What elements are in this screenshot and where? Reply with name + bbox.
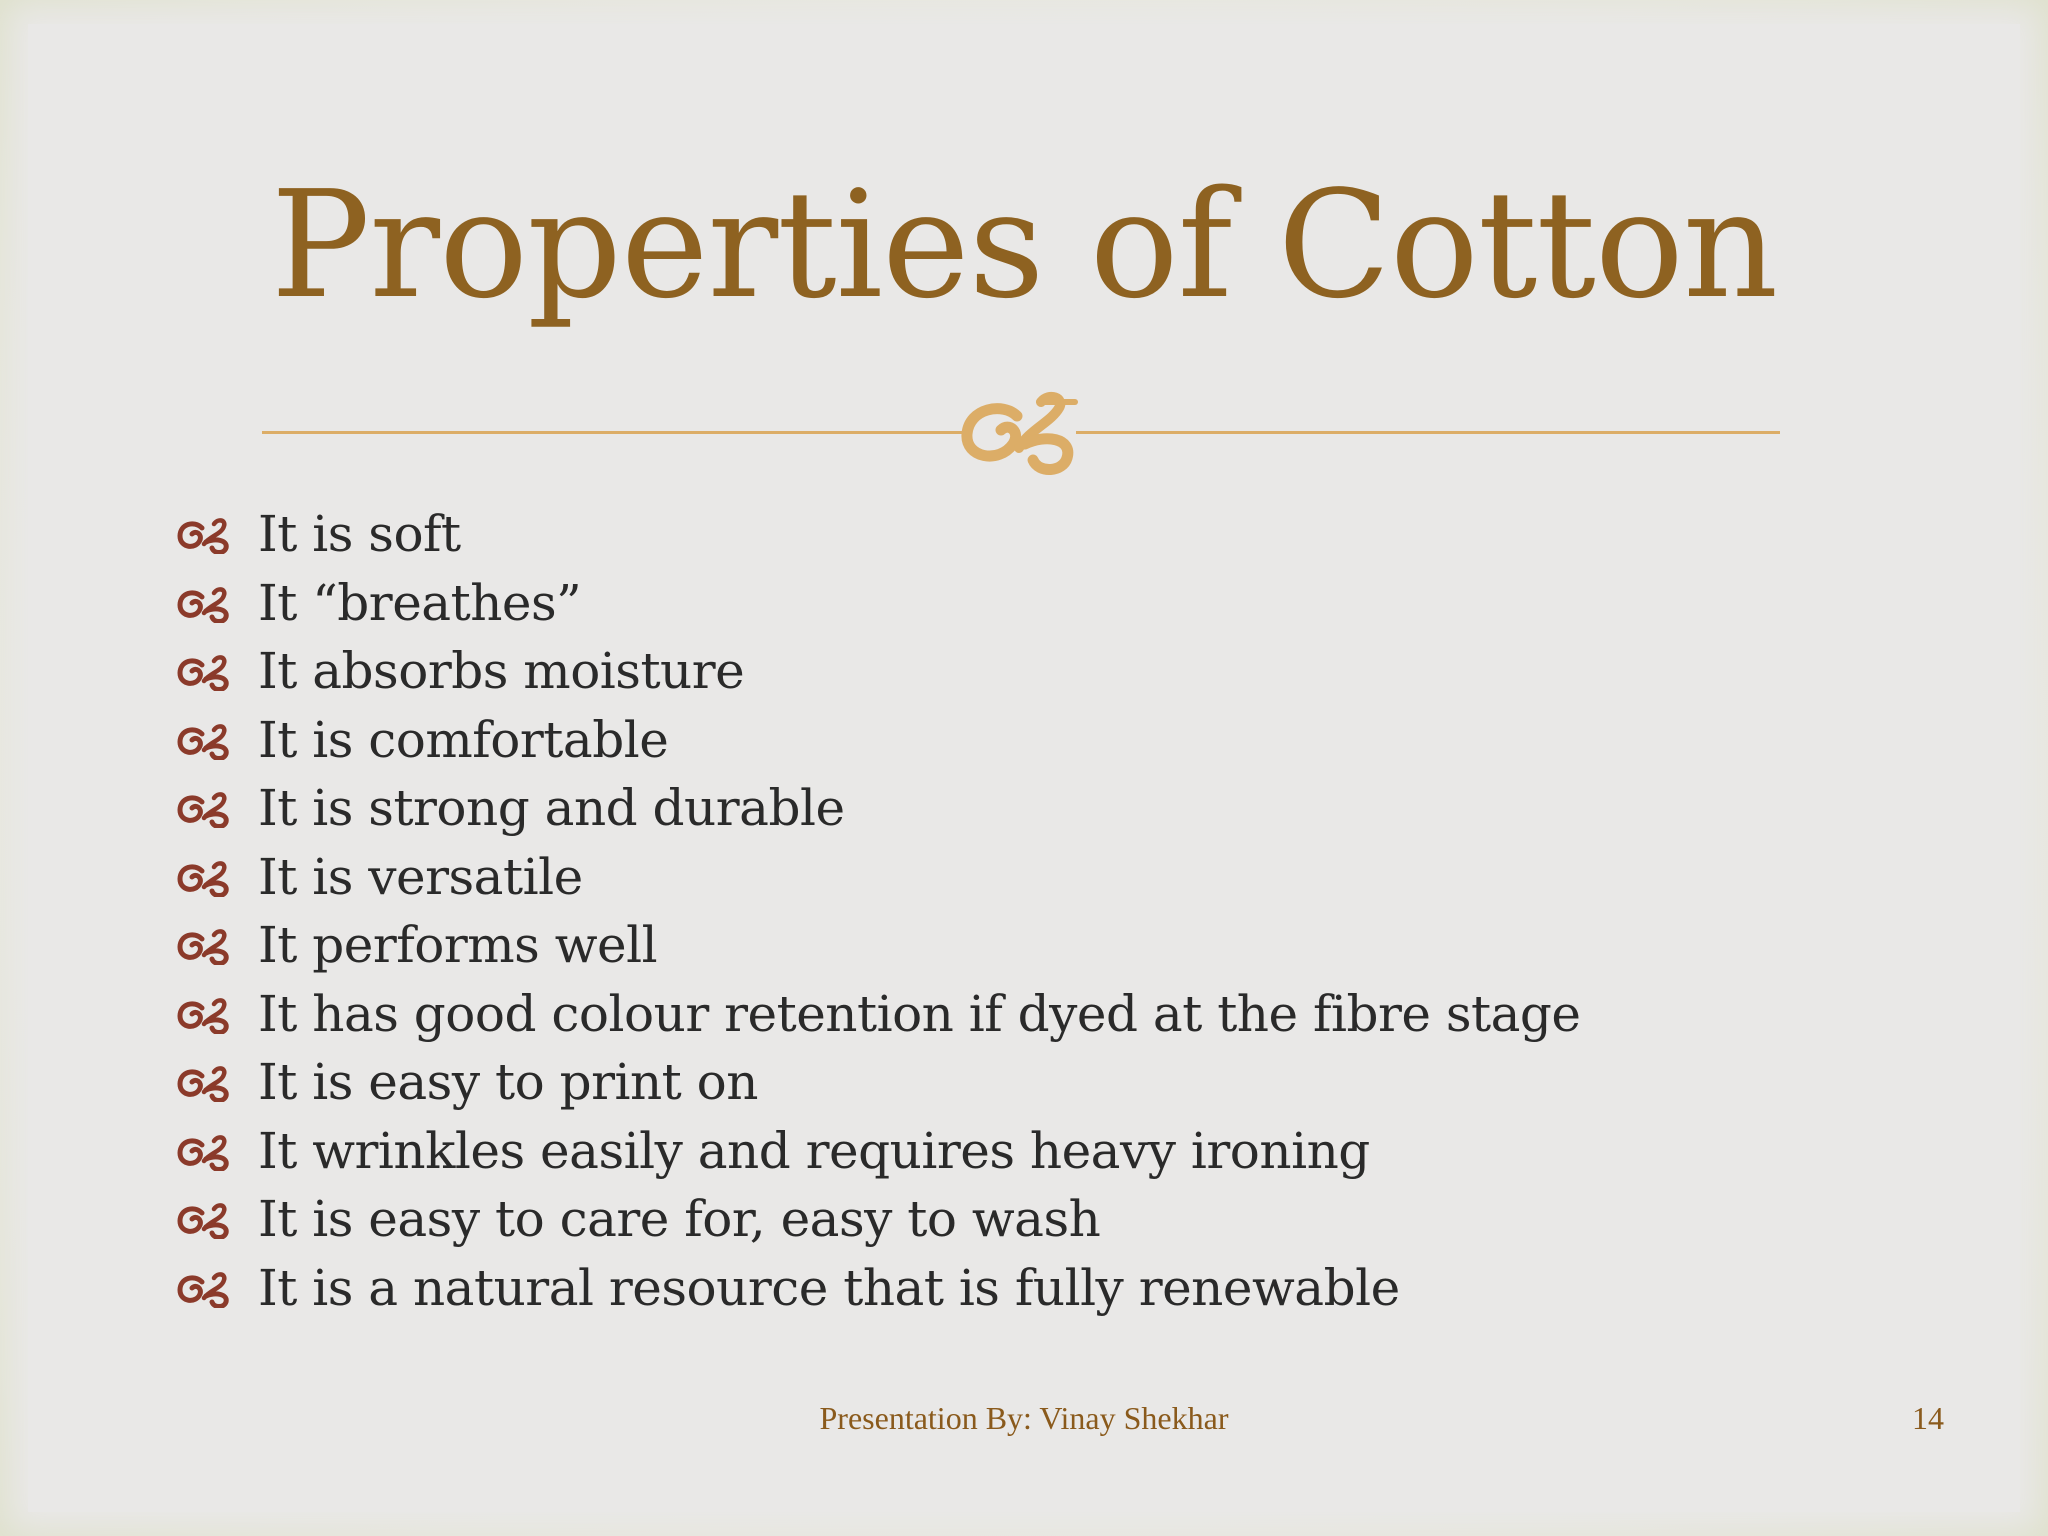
bullet-text: It absorbs moisture: [258, 642, 745, 701]
list-item: [176, 980, 1581, 1049]
list-item: [176, 1048, 1581, 1117]
list-item: [176, 706, 1581, 775]
divider-line-left: [262, 431, 962, 434]
bullet-text: It has good colour retention if dyed at the fibre stage: [258, 984, 1581, 1043]
scroll-bullet-icon: [176, 583, 232, 623]
bullet-text: It wrinkles easily and requires heavy ironing: [258, 1121, 1370, 1180]
scroll-bullet-icon: [176, 1199, 232, 1239]
scroll-bullet-icon: [176, 651, 232, 691]
bullet-text: It is comfortable: [258, 710, 669, 769]
scroll-ornament-icon: [955, 378, 1095, 478]
scroll-bullet-icon: [176, 720, 232, 760]
list-item: [176, 911, 1581, 980]
list-item: [176, 1117, 1581, 1186]
bullet-text: It is soft: [258, 505, 461, 564]
scroll-bullet-icon: [176, 1268, 232, 1308]
divider-line-right: [1076, 431, 1780, 434]
bullet-text: It “breathes”: [258, 573, 582, 632]
list-item: [176, 843, 1581, 912]
page-number: 14: [1912, 1400, 1944, 1436]
list-item: [176, 774, 1581, 843]
slide-title: Properties of Cotton: [270, 159, 1778, 331]
list-item: [176, 637, 1581, 706]
scroll-bullet-icon: [176, 1062, 232, 1102]
scroll-bullet-icon: [176, 925, 232, 965]
bullet-text: It is strong and durable: [258, 779, 845, 838]
list-item: [176, 569, 1581, 638]
scroll-bullet-icon: [176, 788, 232, 828]
scroll-bullet-icon: [176, 514, 232, 554]
bullet-text: It is a natural resource that is fully renewable: [258, 1258, 1400, 1317]
bullet-list: [176, 500, 1581, 1322]
list-item: [176, 1185, 1581, 1254]
bullet-text: It is versatile: [258, 847, 583, 906]
bullet-text: It performs well: [258, 916, 658, 975]
list-item: [176, 1254, 1581, 1323]
scroll-bullet-icon: [176, 857, 232, 897]
bullet-text: It is easy to care for, easy to wash: [258, 1190, 1101, 1249]
list-item: [176, 500, 1581, 569]
scroll-bullet-icon: [176, 1131, 232, 1171]
bullet-text: It is easy to print on: [258, 1053, 758, 1112]
footer-presenter: Presentation By: Vinay Shekhar: [819, 1400, 1229, 1436]
scroll-bullet-icon: [176, 994, 232, 1034]
